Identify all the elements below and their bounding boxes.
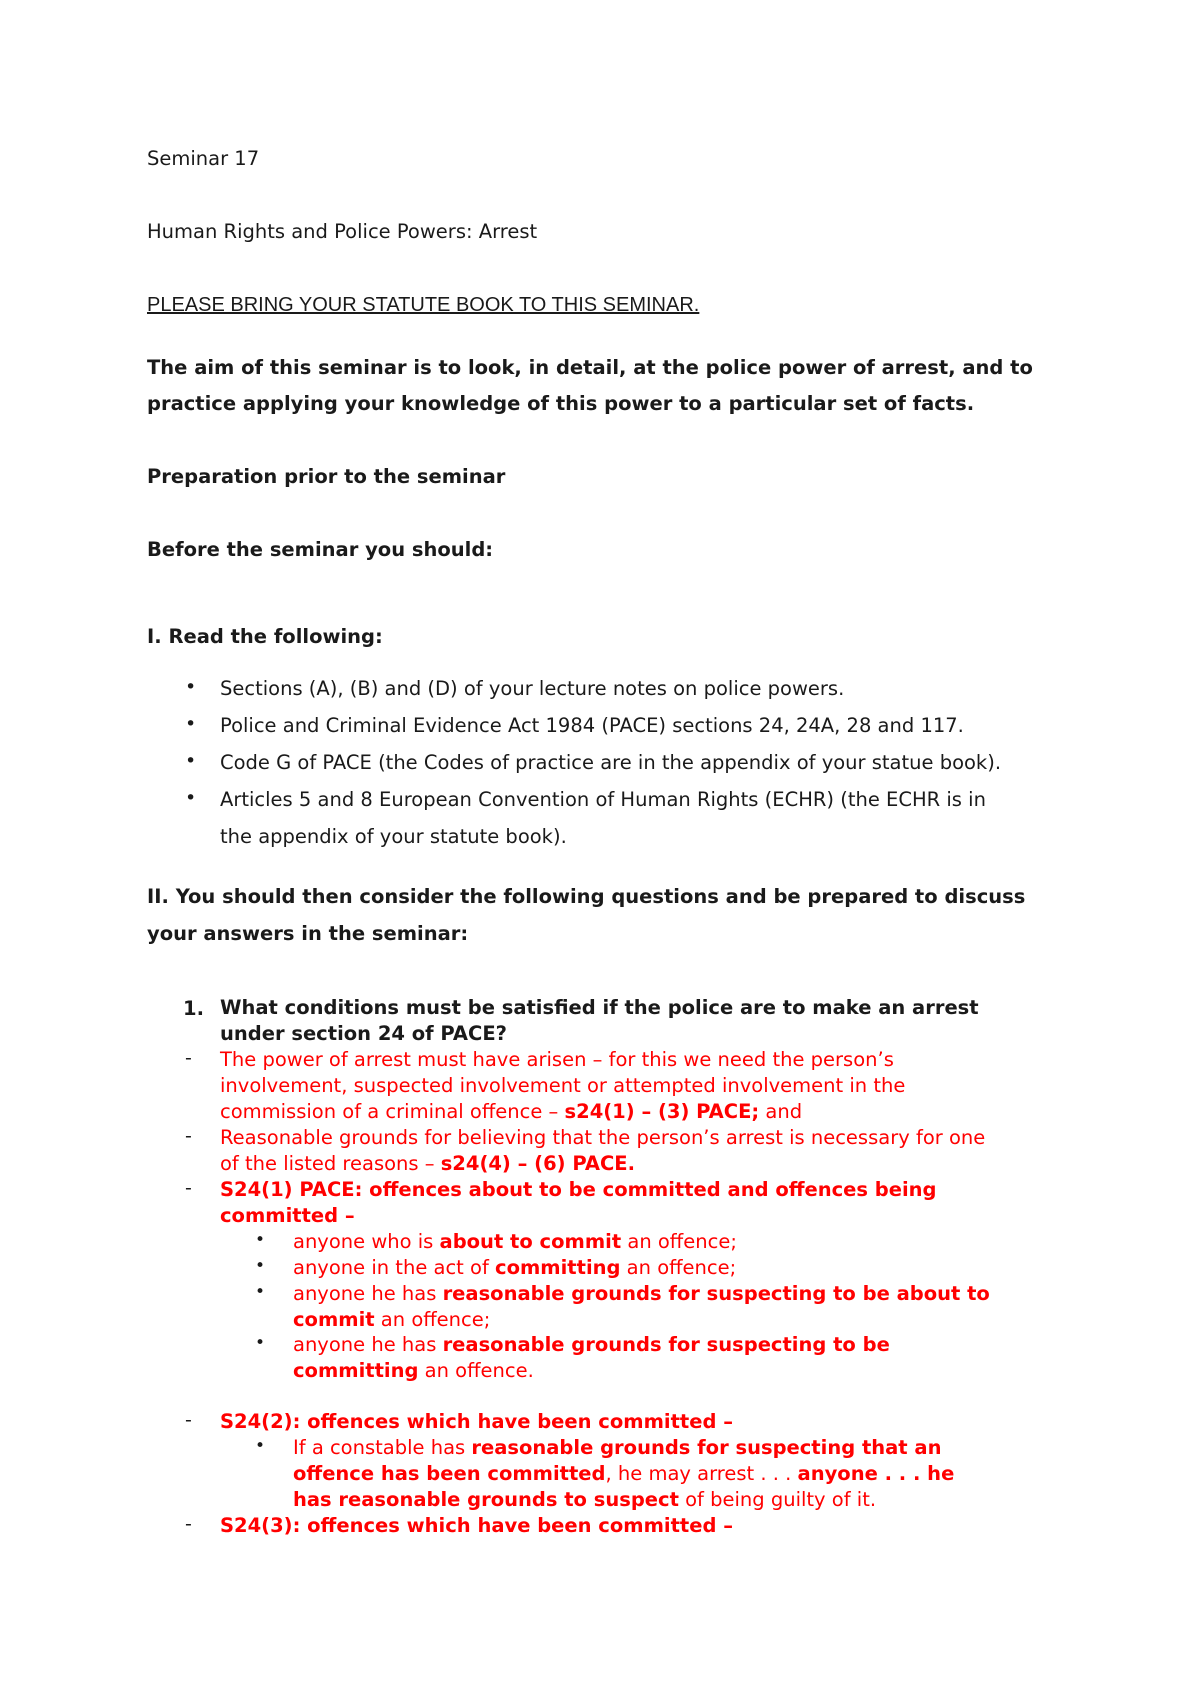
emphasis: anyone . . . he	[797, 1462, 955, 1485]
bullet-icon: •	[185, 750, 197, 772]
before-seminar-text: Before the seminar you should:	[147, 538, 494, 561]
statute-reference: s24(1) – (3) PACE;	[564, 1100, 760, 1123]
answer-text: If a constable has	[293, 1436, 472, 1459]
emphasis: offence has been committed	[293, 1462, 606, 1485]
section-two-line-2: your answers in the seminar:	[147, 922, 469, 945]
s24-3-heading: S24(3): offences which have been committed –	[220, 1514, 733, 1537]
emphasis: reasonable grounds for suspecting to be	[442, 1333, 890, 1356]
answer-paragraph-1-line-3	[220, 1099, 802, 1125]
s24-2-item	[293, 1435, 941, 1461]
bullet-icon: •	[185, 713, 197, 735]
answer-paragraph-1-line-2: involvement, suspected involvement or attempted involvement in the	[220, 1074, 906, 1097]
emphasis: about to commit	[439, 1230, 622, 1253]
answer-text: commission of a criminal offence –	[220, 1100, 565, 1123]
answer-paragraph-2-line-1: Reasonable grounds for believing that the person’s arrest is necessary for one	[220, 1126, 986, 1149]
answer-text: an offence;	[620, 1256, 737, 1279]
dash-marker: -	[185, 1513, 192, 1535]
answer-text: , he may arrest . . .	[605, 1462, 798, 1485]
s24-1-heading-line-1: S24(1) PACE: offences about to be committed and offences being	[220, 1178, 937, 1201]
reading-item: Police and Criminal Evidence Act 1984 (PACE) sections 24, 24A, 28 and 117.	[220, 714, 964, 737]
emphasis: commit	[293, 1308, 375, 1331]
dash-marker: -	[185, 1409, 192, 1431]
aim-line-2: practice applying your knowledge of this power to a particular set of facts.	[147, 392, 975, 415]
statute-book-notice: PLEASE BRING YOUR STATUTE BOOK TO THIS SEMINAR.	[147, 294, 700, 316]
s24-1-item	[293, 1255, 736, 1281]
question-line-2: under section 24 of PACE?	[220, 1022, 507, 1045]
emphasis: committing	[293, 1359, 419, 1382]
s24-1-item	[293, 1281, 990, 1307]
statute-reference: s24(4) – (6) PACE.	[440, 1152, 635, 1175]
answer-text: of being guilty of it.	[678, 1488, 877, 1511]
s24-1-item	[293, 1332, 890, 1358]
section-one-heading: I. Read the following:	[147, 625, 383, 648]
answer-text: anyone he has	[293, 1282, 443, 1305]
reading-item: Code G of PACE (the Codes of practice are in the appendix of your statue book).	[220, 751, 1002, 774]
answer-paragraph-1-line-1: The power of arrest must have arisen – for this we need the person’s	[220, 1048, 894, 1071]
bullet-icon: •	[255, 1436, 266, 1456]
reading-item-continuation: the appendix of your statute book).	[220, 825, 567, 848]
emphasis: reasonable grounds for suspecting that an	[471, 1436, 942, 1459]
s24-1-item-continuation	[293, 1307, 490, 1333]
answer-text: anyone who is	[293, 1230, 440, 1253]
answer-paragraph-2-line-2	[220, 1151, 635, 1177]
answer-text: and	[759, 1100, 803, 1123]
answer-text: an offence.	[418, 1359, 534, 1382]
s24-1-heading-line-2: committed –	[220, 1204, 355, 1227]
s24-2-item-continuation	[293, 1461, 954, 1487]
dash-marker: -	[185, 1047, 192, 1069]
s24-2-item-continuation	[293, 1487, 876, 1513]
bullet-icon: •	[255, 1333, 266, 1353]
section-two-line-1: II. You should then consider the following questions and be prepared to discuss	[147, 885, 1026, 908]
preparation-heading: Preparation prior to the seminar	[147, 465, 506, 488]
answer-text: an offence;	[621, 1230, 737, 1253]
seminar-number: Seminar 17	[147, 147, 260, 170]
s24-1-item-continuation	[293, 1358, 534, 1384]
question-number: 1.	[183, 997, 204, 1020]
reading-item: Sections (A), (B) and (D) of your lecture notes on police powers.	[220, 677, 845, 700]
bullet-icon: •	[185, 676, 197, 698]
emphasis: reasonable grounds for suspecting to be about to	[442, 1282, 990, 1305]
emphasis: has reasonable grounds to suspect	[293, 1488, 679, 1511]
s24-1-item	[293, 1229, 737, 1255]
question-line-1: What conditions must be satisfied if the police are to make an arrest	[220, 996, 979, 1019]
bullet-icon: •	[255, 1230, 266, 1250]
answer-text: of the listed reasons –	[220, 1152, 441, 1175]
s24-2-heading: S24(2): offences which have been committed –	[220, 1410, 733, 1433]
answer-text: anyone in the act of	[293, 1256, 496, 1279]
bullet-icon: •	[255, 1282, 266, 1302]
answer-text: anyone he has	[293, 1333, 443, 1356]
reading-item: Articles 5 and 8 European Convention of Human Rights (ECHR) (the ECHR is in	[220, 788, 986, 811]
bullet-icon: •	[255, 1256, 266, 1276]
dash-marker: -	[185, 1125, 192, 1147]
bullet-icon: •	[185, 787, 197, 809]
document-title: Human Rights and Police Powers: Arrest	[147, 220, 538, 243]
aim-line-1: The aim of this seminar is to look, in detail, at the police power of arrest, and to	[147, 356, 1033, 379]
answer-text: an offence;	[374, 1308, 491, 1331]
dash-marker: -	[185, 1177, 192, 1199]
emphasis: committing	[495, 1256, 621, 1279]
